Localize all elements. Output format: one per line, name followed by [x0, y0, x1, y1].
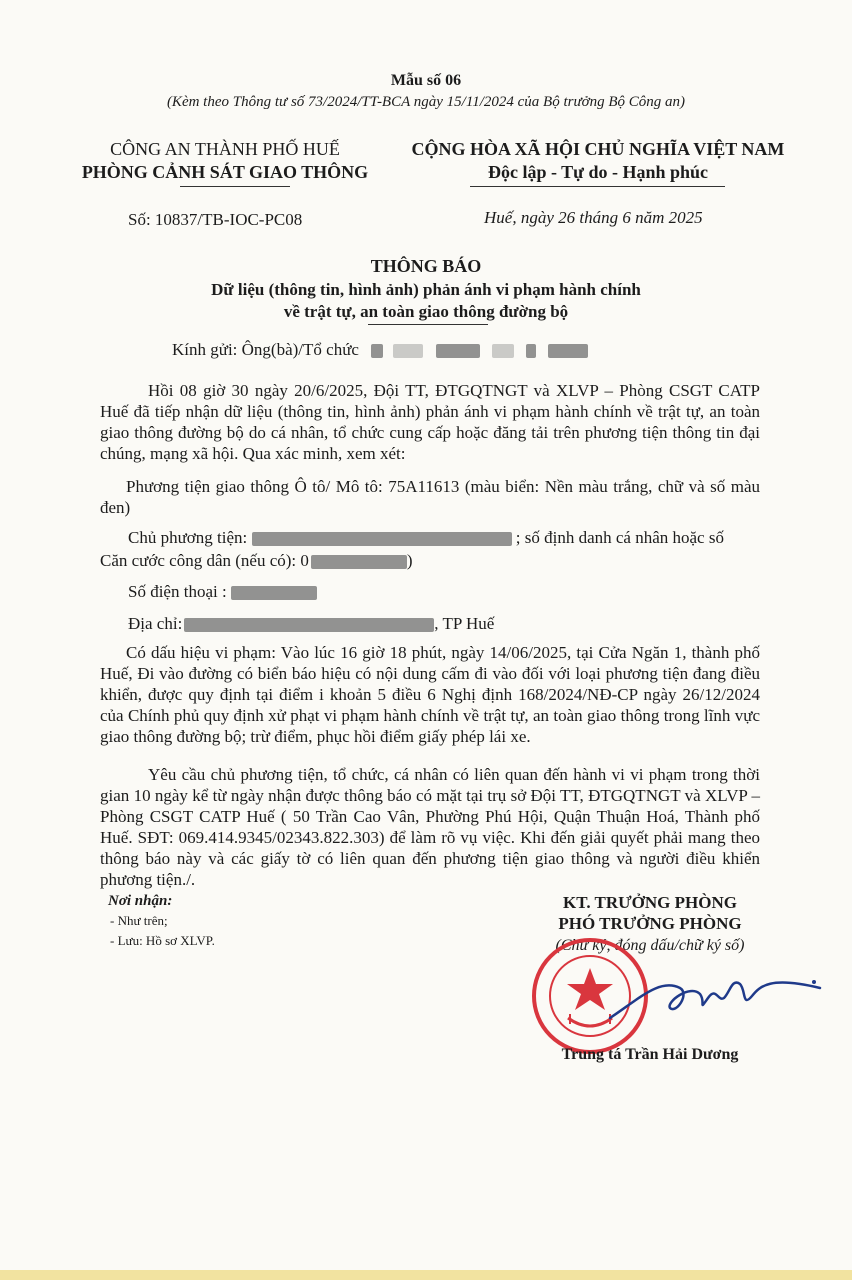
nation-line2: Độc lập - Tự do - Hạnh phúc: [487, 162, 709, 182]
agency-underline: [180, 186, 290, 187]
nation-underline: [470, 186, 725, 187]
address-line: [128, 614, 494, 634]
redacted-address: [184, 618, 434, 632]
signature-title-2: PHÓ TRƯỞNG PHÒNG: [558, 914, 742, 933]
document-subtitle-1: Dữ liệu (thông tin, hình ảnh) phản ánh vi phạm hành chính: [211, 280, 641, 299]
nation-line1: CỘNG HÒA XÃ HỘI CHỦ NGHĨA VIỆT NAM: [411, 139, 785, 159]
owner-label: Chủ phương tiện:: [128, 528, 248, 547]
redacted-name: [526, 344, 536, 358]
paragraph-received: Hồi 08 giờ 30 ngày 20/6/2025, Đội TT, ĐTGQTNGT và XLVP – Phòng CSGT CATP Huế đã tiếp nhận dữ liệu (thông tin, hình ảnh) phản ánh vi phạm hành chính về trật tự, an toàn giao thông đường bộ do cá nhân, tổ chức cung cấp hoặc đăng tải trên phương tiện thông tin đại chúng, mạng xã hội. Qua xác minh, xem xét:: [100, 381, 760, 463]
document-number: Số: 10837/TB-IOC-PC08: [128, 210, 303, 229]
redacted-name: [548, 344, 588, 358]
signature-title-1: KT. TRƯỞNG PHÒNG: [563, 893, 737, 912]
paragraph-violation: Có dấu hiệu vi phạm: Vào lúc 16 giờ 18 phút, ngày 14/06/2025, tại Cửa Ngăn 1, thành phố Huế, Đi vào đường có biển báo hiệu có nội dung cấm đi vào đối với loại phương tiện đang điều khiển, được quy định tại điểm i khoản 5 điều 6 Nghị định 168/2024/NĐ-CP ngày 26/12/2024 của Chính phủ quy định xử phạt vi phạm hành chính về trật tự, an toàn giao thông trong lĩnh vực giao thông đường bộ; trừ điểm, phục hồi điểm giấy phép lái xe.: [100, 643, 760, 746]
phone-line: [128, 582, 317, 602]
id-tail: ): [406, 551, 413, 570]
address-tail: , TP Huế: [434, 614, 495, 633]
attached-note: (Kèm theo Thông tư số 73/2024/TT-BCA ngày 15/11/2024 của Bộ trưởng Bộ Công an): [166, 94, 686, 110]
addressee-label: Kính gửi: Ông(bà)/Tổ chức: [172, 340, 359, 359]
document-title: THÔNG BÁO: [370, 256, 482, 276]
signature-note: (Chữ ký, đóng dấu/chữ ký số): [555, 937, 745, 954]
paragraph-vehicle: Phương tiện giao thông Ô tô/ Mô tô: 75A11613 (màu biển: Nền màu trắng, chữ và số màu đen): [100, 477, 760, 517]
id-line: [100, 551, 413, 571]
owner-tail: ; số định danh cá nhân hoặc số: [515, 528, 724, 547]
recipients-label: Nơi nhận:: [108, 893, 173, 909]
redacted-name: [436, 344, 480, 358]
place-date: Huế, ngày 26 tháng 6 năm 2025: [484, 208, 703, 227]
handwritten-signature-icon: [600, 958, 830, 1038]
title-underline: [368, 324, 488, 325]
redacted-name: [371, 344, 383, 358]
recipient-item: - Lưu: Hồ sơ XLVP.: [110, 933, 215, 948]
agency-line2: PHÒNG CẢNH SÁT GIAO THÔNG: [81, 162, 369, 182]
form-number: Mẫu số 06: [390, 72, 462, 89]
id-label: Căn cước công dân (nếu có): 0: [100, 551, 309, 570]
redacted-phone: [231, 586, 317, 600]
document-subtitle-2: về trật tự, an toàn giao thông đường bộ: [283, 302, 569, 321]
signer-name: Trung tá Trần Hải Dương: [561, 1046, 739, 1063]
recipient-item: - Như trên;: [110, 913, 168, 928]
redacted-name: [393, 344, 423, 358]
phone-label: Số điện thoại :: [128, 582, 227, 601]
owner-line: [128, 528, 724, 548]
agency-line1: CÔNG AN THÀNH PHỐ HUẾ: [110, 139, 340, 159]
paragraph-request: Yêu cầu chủ phương tiện, tổ chức, cá nhân có liên quan đến hành vi vi phạm trong thời gian 10 ngày kể từ ngày nhận được thông báo có mặt tại trụ sở Đội TT, ĐTGQTNGT và XLVP – Phòng CSGT CATP Huế ( 50 Trần Cao Vân, Phường Phú Hội, Quận Thuận Hoá, Thành phố Huế. SĐT: 069.414.9345/02343.822.303) để làm rõ vụ việc. Khi đến giải quyết phải mang theo thông báo này và các giấy tờ có liên quan đến phương tiện giao thông và người điều khiển phương tiện./.: [100, 765, 760, 889]
redacted-id: [311, 555, 407, 569]
page-bottom-strip: [0, 1270, 852, 1280]
redacted-owner: [252, 532, 512, 546]
addressee-line: [172, 340, 588, 360]
redacted-name: [492, 344, 514, 358]
address-label: Địa chỉ:: [128, 614, 183, 633]
